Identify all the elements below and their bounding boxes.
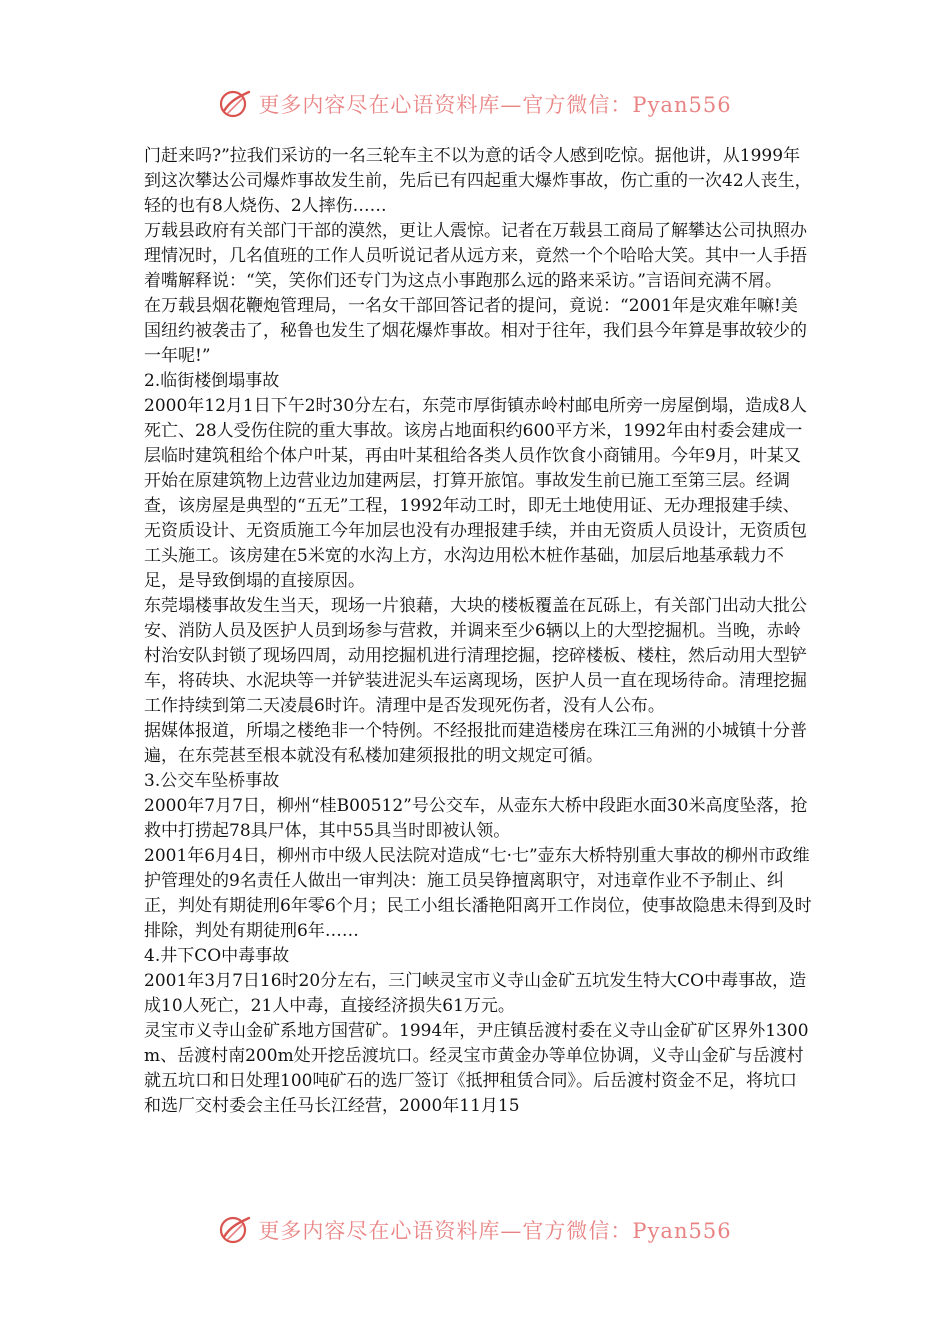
paragraph: 2001年6月4日，柳州市中级人民法院对造成“七·七”壶东大桥特别重大事故的柳州市政维护管理处的9名责任人做出一审判决：施工员吴铮擅离职守，对违章作业不予制止、纠正，判处有期徒刑6年零6个月；民工小组长潘艳阳离开工作岗位，使事故隐患未得到及时排除，判处有期徒刑6年…… xyxy=(144,846,812,941)
paragraph: 据媒体报道，所塌之楼绝非一个特例。不经报批而建造楼房在珠江三角洲的小城镇十分普遍，在东莞甚至根本就没有私楼加建须报批的明文规定可循。 xyxy=(144,721,807,766)
paragraph: 2001年3月7日16时20分左右，三门峡灵宝市义寺山金矿五坑发生特大CO中毒事故，造成10人死亡，21人中毒，直接经济损失61万元。 xyxy=(144,971,807,1016)
watermark-text: 更多内容尽在心语资料库—官方微信：Pyan556 xyxy=(258,93,732,117)
document-body xyxy=(144,144,812,1119)
header-watermark xyxy=(0,84,950,124)
footer-watermark xyxy=(0,1210,950,1250)
section-heading: 2.临街楼倒塌事故 xyxy=(144,371,280,391)
paragraph: 在万载县烟花鞭炮管理局，一名女干部回答记者的提问，竟说：“2001年是灾难年嘛!美国纽约被袭击了，秘鲁也发生了烟花爆炸事故。相对于往年，我们县今年算是事故较少的一年呢!” xyxy=(144,296,807,366)
watermark-logo-icon xyxy=(218,87,252,121)
watermark-logo-icon xyxy=(218,1213,252,1247)
section-heading: 4.井下CO中毒事故 xyxy=(144,946,290,966)
watermark-text: 更多内容尽在心语资料库—官方微信：Pyan556 xyxy=(258,1219,732,1243)
paragraph: 2000年12月1日下午2时30分左右，东莞市厚街镇赤岭村邮电所旁一房屋倒塌，造成8人死亡、28人受伤住院的重大事故。该房占地面积约600平方米，1992年由村委会建成一层临时建筑租给个体户叶某，再由叶某租给各类人员作饮食小商铺用。今年9月，叶某又开始在原建筑物上边营业边加建两层，打算开旅馆。事故发生前已施工至第三层。经调查，该房屋是典型的“五无”工程，1992年动工时，即无土地使用证、无办理报建手续、无资质设计、无资质施工今年加层也没有办理报建手续，并由无资质人员设计，无资质包工头施工。该房建在5米宽的水沟上方，水沟边用松木桩作基础，加层后地基承载力不足，是导致倒塌的直接原因。 xyxy=(144,396,807,591)
paragraph: 灵宝市义寺山金矿系地方国营矿。1994年，尹庄镇岳渡村委在义寺山金矿矿区界外1300m、岳渡村南200m处开挖岳渡坑口。经灵宝市黄金办等单位协调，义寺山金矿与岳渡村就五坑口和日处理100吨矿石的选厂签订《抵押租赁合同》。后岳渡村资金不足，将坑口和选厂交村委会主任马长江经营，2000年11月15 xyxy=(144,1021,809,1116)
paragraph: 2000年7月7日，柳州“桂B00512”号公交车，从壶东大桥中段距水面30米高度坠落，抢救中打捞起78具尸体，其中55具当时即被认领。 xyxy=(144,796,808,841)
paragraph: 东莞塌楼事故发生当天，现场一片狼藉，大块的楼板覆盖在瓦砾上，有关部门出动大批公安、消防人员及医护人员到场参与营救，并调来至少6辆以上的大型挖掘机。当晚，赤岭村治安队封锁了现场四周，动用挖掘机进行清理挖掘，挖碎楼板、楼柱，然后动用大型铲车，将砖块、水泥块等一并铲装进泥头车运离现场，医护人员一直在现场待命。清理挖掘工作持续到第二天凌晨6时许。清理中是否发现死伤者，没有人公布。 xyxy=(144,596,807,716)
section-heading: 3.公交车坠桥事故 xyxy=(144,771,280,791)
paragraph: 门赶来吗?”拉我们采访的一名三轮车主不以为意的话令人感到吃惊。据他讲，从1999年到这次攀达公司爆炸事故发生前，先后已有四起重大爆炸事故，伤亡重的一次42人丧生，轻的也有8人烧伤、2人摔伤…… xyxy=(144,146,812,216)
paragraph: 万载县政府有关部门干部的漠然，更让人震惊。记者在万载县工商局了解攀达公司执照办理情况时，几名值班的工作人员听说记者从远方来，竟然一个个哈哈大笑。其中一人手捂着嘴解释说：“笑，笑你们还专门为这点小事跑那么远的路来采访。”言语间充满不屑。 xyxy=(144,221,807,291)
